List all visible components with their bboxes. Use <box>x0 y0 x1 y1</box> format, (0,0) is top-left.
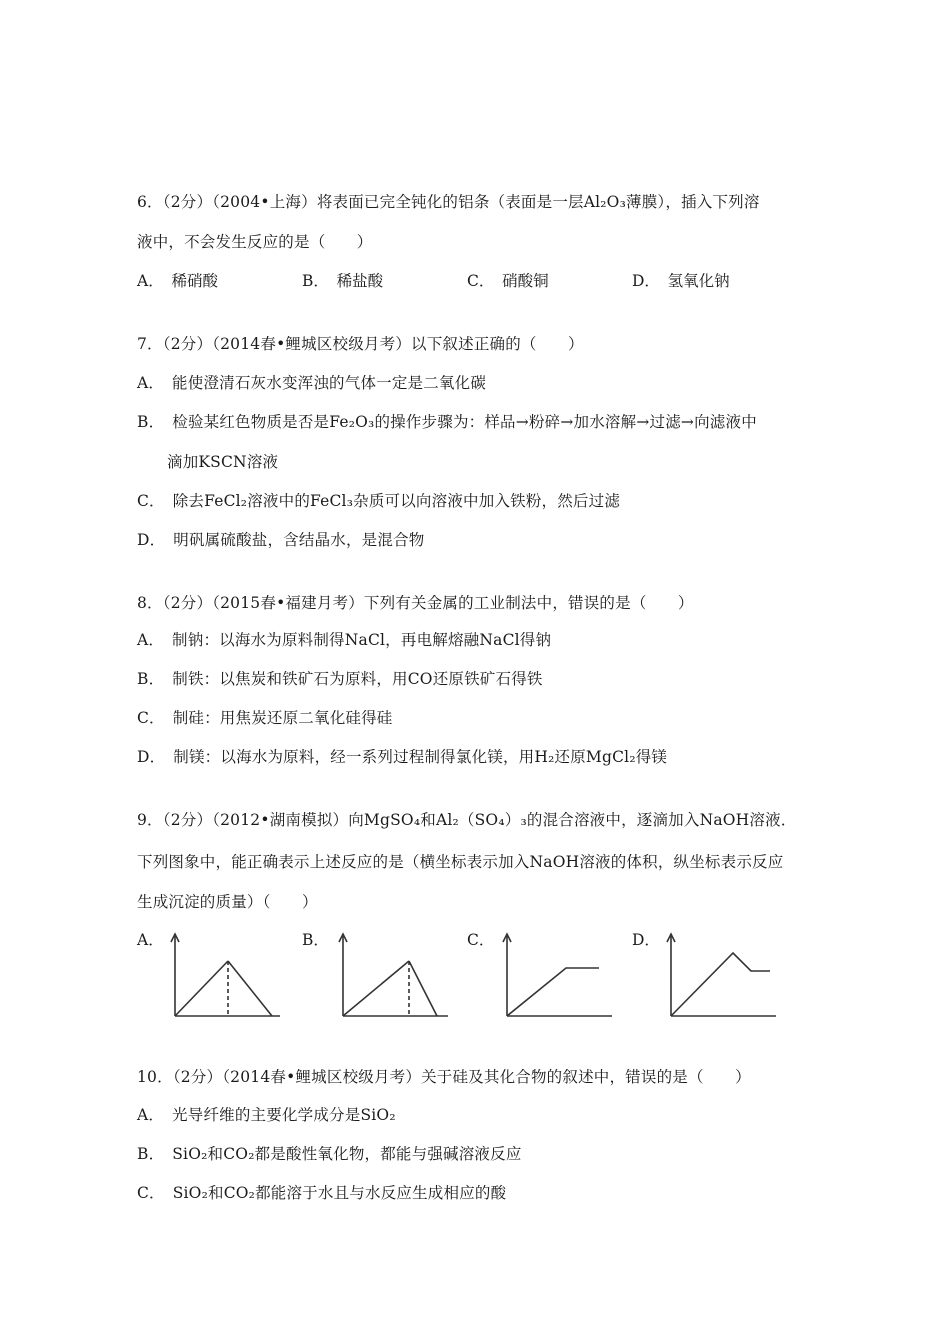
q7-option-d: D． 明矾属硫酸盐，含结晶水，是混合物 <box>137 531 425 549</box>
q6-stem-line1: 6．（2分）（2004•上海）将表面已完全钝化的铝条（表面是一层Al₂O₃薄膜），插入下列溶 <box>137 193 760 211</box>
q9-stem-line2: 下列图象中，能正确表示上述反应的是（横坐标表示加入NaOH溶液的体积，纵坐标表示反应 <box>137 853 784 871</box>
q6-stem-line2: 液中，不会发生反应的是（ ） <box>137 233 373 251</box>
q9-stem-line3: 生成沉淀的质量）（ ） <box>137 893 318 911</box>
q9-graph-c <box>500 930 620 1020</box>
q9-graph-label-d: D． <box>632 931 660 949</box>
falling-line <box>228 961 272 1016</box>
q8-option-c: C． 制硅：用焦炭还原二氧化硅得硅 <box>137 709 393 727</box>
q7-option-b-line2: 滴加KSCN溶液 <box>167 453 279 471</box>
q7-option-b-line1: B． 检验某红色物质是否是Fe₂O₃的操作步骤为：样品→粉碎→加水溶解→过滤→向滤液中 <box>137 413 757 431</box>
q8-option-a: A． 制钠：以海水为原料制得NaCl，再电解熔融NaCl得钠 <box>137 631 552 649</box>
plateau-line <box>507 968 599 1016</box>
q9-graph-label-b: B． <box>302 931 329 949</box>
q9-graph-b <box>336 930 456 1020</box>
q6-option-d: D． 氢氧化钠 <box>632 272 730 290</box>
q9-stem-line1: 9．（2分）（2012•湖南模拟）向MgSO₄和Al₂（SO₄）₃的混合溶液中，逐滴加入NaOH溶液． <box>137 811 797 829</box>
q8-option-d: D． 制镁：以海水为原料，经一系列过程制得氯化镁，用H₂还原MgCl₂得镁 <box>137 748 668 766</box>
q7-option-a: A． 能使澄清石灰水变浑浊的气体一定是二氧化碳 <box>137 374 487 392</box>
q10-option-c: C． SiO₂和CO₂都能溶于水且与水反应生成相应的酸 <box>137 1184 507 1202</box>
q6-option-b: B． 稀盐酸 <box>302 272 384 290</box>
q7-option-c: C． 除去FeCl₂溶液中的FeCl₃杂质可以向溶液中加入铁粉，然后过滤 <box>137 492 621 510</box>
q10-option-b: B． SiO₂和CO₂都是酸性氧化物，都能与强碱溶液反应 <box>137 1145 522 1163</box>
rising-line <box>343 961 409 1016</box>
q9-graph-label-c: C． <box>467 931 495 949</box>
q6-option-c: C． 硝酸铜 <box>467 272 549 290</box>
q10-stem: 10．（2分）（2014春•鲤城区校级月考）关于硅及其化合物的叙述中，错误的是（ ） <box>137 1068 751 1086</box>
q9-graph-a <box>168 930 288 1020</box>
q7-stem: 7．（2分）（2014春•鲤城区校级月考）以下叙述正确的（ ） <box>137 335 584 353</box>
q9-graph-label-a: A． <box>137 931 164 949</box>
q8-option-b: B． 制铁：以焦炭和铁矿石为原料，用CO还原铁矿石得铁 <box>137 670 543 688</box>
rise-drop-line <box>671 953 770 1016</box>
rising-line <box>175 961 228 1016</box>
falling-line <box>409 961 437 1016</box>
q10-option-a: A． 光导纤维的主要化学成分是SiO₂ <box>137 1106 396 1124</box>
q6-option-a: A． 稀硝酸 <box>137 272 218 290</box>
q8-stem: 8．（2分）（2015春•福建月考）下列有关金属的工业制法中，错误的是（ ） <box>137 594 694 612</box>
q9-graph-d <box>664 930 784 1020</box>
